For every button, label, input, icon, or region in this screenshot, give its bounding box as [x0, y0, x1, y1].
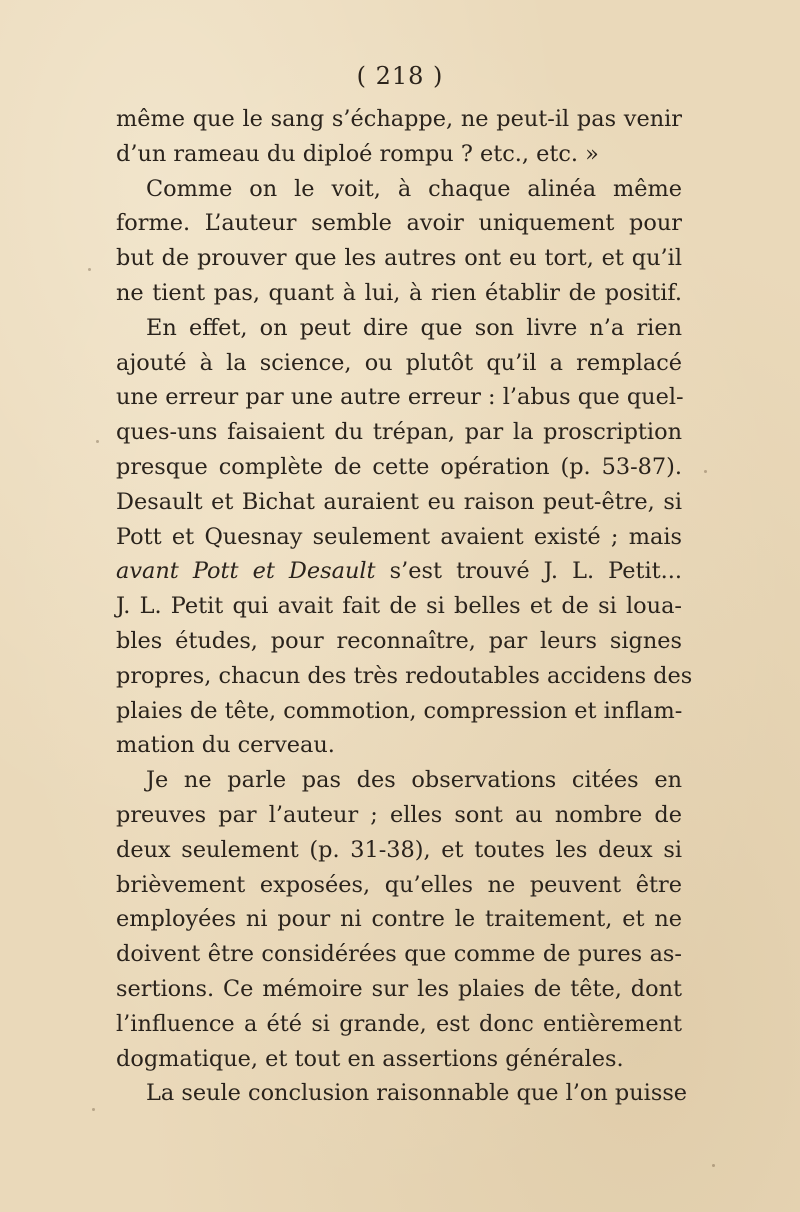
text-line: dogmatique, et tout en assertions générales.: [116, 1045, 624, 1072]
text-line: brièvement exposées, qu’elles ne peuvent être: [116, 871, 682, 898]
text-line: forme. L’auteur semble avoir uniquement pour: [116, 210, 682, 237]
text-line: employées ni pour ni contre le traitement, et ne: [116, 906, 682, 933]
text-line: propres, chacun des très redoutables accidens des: [116, 662, 693, 689]
text-line: bles études, pour reconnaître, par leurs signes: [116, 627, 682, 654]
paragraph-start-line: La seule conclusion raisonnable que l’on puisse: [146, 1080, 688, 1107]
text-line: ques-uns faisaient du trépan, par la proscription: [116, 419, 682, 446]
paper-speck: [712, 1164, 715, 1167]
text-line-italic-prefix: [116, 554, 682, 589]
paper-speck: [704, 470, 707, 473]
text-line: l’influence a été si grande, est donc entièrement: [116, 1010, 682, 1037]
text-line: plaies de tête, commotion, compression et inflam-: [116, 697, 683, 724]
text-line: Desault et Bichat auraient eu raison peut-être, si: [116, 488, 682, 515]
text-line: doivent être considérées que comme de pures as-: [116, 941, 682, 968]
text-line: ajouté à la science, ou plutôt qu’il a remplacé: [116, 349, 682, 376]
text-line: Pott et Quesnay seulement avaient existé ; mais: [116, 523, 682, 550]
body-text: [116, 102, 693, 1111]
text-line: ne tient pas, quant à lui, à rien établir de positif.: [116, 279, 682, 306]
italic-phrase: avant Pott et Desault: [116, 558, 376, 585]
text-line: même que le sang s’échappe, ne peut-il pas venir: [116, 106, 682, 132]
paper-speck: [92, 1108, 95, 1111]
paper-speck: [88, 268, 91, 271]
text-line: une erreur par une autre erreur : l’abus que quel-: [116, 384, 684, 411]
paragraph-start-line: Comme on le voit, à chaque alinéa même: [146, 175, 682, 202]
paragraph-start-line: Je ne parle pas des observations citées en: [146, 767, 682, 794]
text-line: J. L. Petit qui avait fait de si belles et de si loua-: [116, 593, 682, 620]
text-line: sertions. Ce mémoire sur les plaies de tête, dont: [116, 975, 682, 1002]
text-line: d’un rameau du diploé rompu ? etc., etc. »: [116, 140, 599, 167]
text-line: mation du cerveau.: [116, 732, 335, 759]
page-number: ( 218 ): [356, 62, 444, 90]
text-line: but de prouver que les autres ont eu tort, et qu’il: [116, 245, 682, 272]
paper-speck: [96, 440, 99, 443]
line-remainder: s’est trouvé J. L. Petit...: [375, 558, 682, 585]
text-line: preuves par l’auteur ; elles sont au nombre de: [116, 801, 682, 828]
paragraph-start-line: En effet, on peut dire que son livre n’a rien: [146, 314, 682, 341]
text-line: deux seulement (p. 31-38), et toutes les deux si: [116, 836, 682, 863]
text-line: presque complète de cette opération (p. 53-87).: [116, 453, 682, 480]
